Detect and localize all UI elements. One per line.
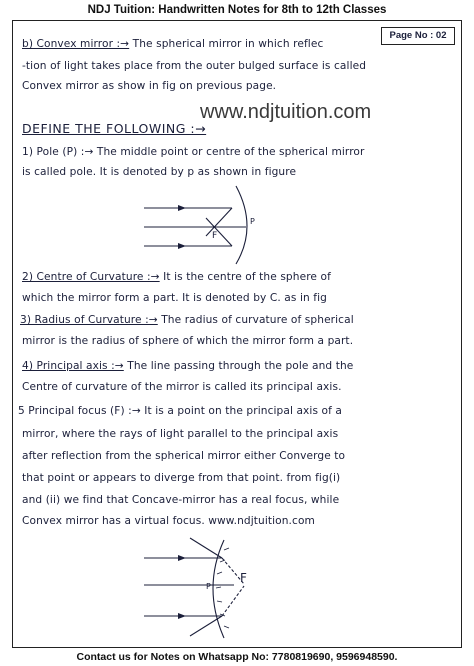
radius-text-1: The radius of curvature of spherical: [161, 314, 354, 326]
page-number-box: Page No : 02: [381, 27, 455, 45]
pole-line-1: [22, 146, 364, 158]
define-heading: DEFINE THE FOLLOWING :→: [22, 121, 207, 136]
pole-text-1: The middle point or centre of the spherical mirror: [96, 146, 365, 158]
page-header: NDJ Tuition: Handwritten Notes for 8th to 12th Classes: [87, 4, 387, 16]
figure2-label-f: F: [240, 571, 247, 585]
convex-mirror-curve: [213, 540, 224, 638]
axis-line-1: [22, 360, 353, 372]
reflected-ray-top: [190, 538, 222, 558]
convex-mirror-line-3: Convex mirror as show in fig on previous page.: [22, 80, 277, 92]
convex-mirror-label: b) Convex mirror :→: [22, 38, 130, 50]
arrow-head-bottom: [178, 243, 186, 249]
concave-mirror-curve: [236, 186, 247, 264]
curvature-text-1: It is the centre of the sphere of: [163, 271, 331, 283]
watermark-url: www.ndjtuition.com: [200, 101, 372, 123]
pole-line-2: is called pole. It is denoted by p as shown in figure: [22, 166, 297, 178]
focus-line-4: that point or appears to diverge from that point. from fig(i): [22, 472, 341, 484]
pole-label: 1) Pole (P) :→: [22, 146, 94, 158]
figure-concave-mirror: [140, 182, 280, 266]
axis-label: 4) Principal axis :→: [22, 360, 124, 372]
convex-mirror-line-2: -tion of light takes place from the outer bulged surface is called: [22, 60, 367, 72]
arrow-head-top: [178, 555, 186, 561]
figure1-label-p: P: [250, 217, 255, 226]
arrow-head-top: [178, 205, 186, 211]
page-footer: Contact us for Notes on Whatsapp No: 7780819690, 9596948590.: [76, 651, 398, 663]
axis-text-1: The line passing through the pole and the: [127, 360, 354, 372]
figure-convex-mirror: [140, 536, 290, 644]
curvature-line-2: which the mirror form a part. It is denoted by C. as in fig: [22, 292, 327, 304]
focus-line-3: after reflection from the spherical mirror either Converge to: [22, 450, 346, 462]
curvature-label: 2) Centre of Curvature :→: [22, 271, 160, 283]
radius-label: 3) Radius of Curvature :→: [20, 314, 158, 326]
virtual-ray-bottom: [222, 586, 244, 616]
focus-line-5: and (ii) we find that Concave-mirror has a real focus, while: [22, 494, 340, 506]
focus-line-2: mirror, where the rays of light parallel to the principal axis: [22, 428, 339, 440]
figure2-label-p: P: [206, 582, 211, 591]
radius-line-1: [20, 314, 354, 326]
curvature-line-1: [22, 271, 331, 283]
arrow-head-bottom: [178, 613, 186, 619]
axis-line-2: Centre of curvature of the mirror is called its principal axis.: [22, 381, 342, 393]
convex-mirror-line-1: [22, 38, 323, 50]
focus-line-6: Convex mirror has a virtual focus. www.ndjtuition.com: [22, 515, 315, 527]
focus-line-1: 5 Principal focus (F) :→ It is a point on the principal axis of a: [18, 405, 343, 417]
figure1-label-f: F: [212, 231, 218, 241]
convex-mirror-text-1: The spherical mirror in which reflec: [132, 38, 324, 50]
radius-line-2: mirror is the radius of sphere of which the mirror form a part.: [22, 335, 354, 347]
